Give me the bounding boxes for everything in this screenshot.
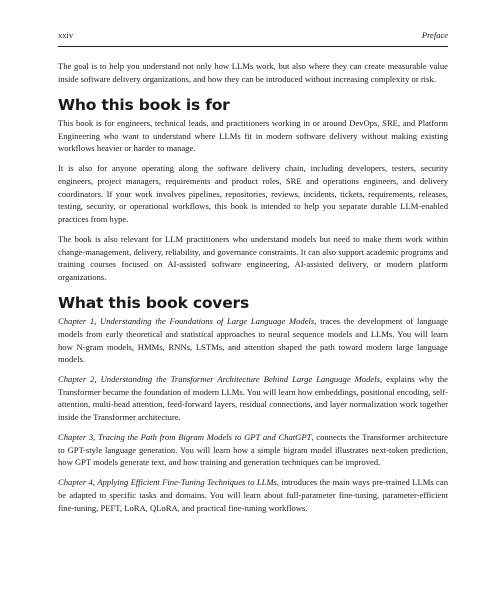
who-paragraph-3: The book is also relevant for LLM practitioners who understand models but need to make them work within change-management, delivery, reliability, and governance constraints. It can also support academic programs and training courses focused on AI-assisted software engineering, AI-assisted delivery, or modern platform organizations. xyxy=(58,233,448,282)
heading-who-this-book-is-for: Who this book is for xyxy=(58,96,230,115)
chapter-3-summary xyxy=(58,431,448,469)
section-title: Preface xyxy=(421,30,448,40)
chapter-3-text: , connects the Transformer architecture to GPT-style language generation. You will learn how a simple bigram model illustrates next-token prediction, how GPT models generate text, and how training and generation techniques can be improved. xyxy=(58,432,448,468)
chapter-1-summary xyxy=(58,315,448,365)
heading-what-this-book-covers: What this book covers xyxy=(58,294,249,313)
chapter-4-summary xyxy=(58,476,448,514)
chapter-2-text: , explains why the Transformer became the foundation of modern LLMs. You will learn how embeddings, positional encoding, self-attention, multi-head attention, feed-forward layers, residual connections, and layer normalization work together inside the Transformer architecture. xyxy=(58,374,448,422)
book-page xyxy=(58,30,448,522)
chapter-2-title: Chapter 2, Understanding the Transformer Architecture Behind Large Language Models xyxy=(58,374,380,385)
chapter-1-text: , traces the development of language models from early theoretical and statistical approaches to neural sequence models and LLMs. You will learn how N-gram models, HMMs, RNNs, LSTMs, and attention shaped the path toward modern large language models. xyxy=(58,316,448,365)
chapter-4-title: Chapter 4, Applying Efficient Fine-Tuning Techniques to LLMs xyxy=(58,477,277,488)
chapter-2-summary xyxy=(58,373,448,423)
page-number: xxiv xyxy=(58,30,74,40)
who-paragraph-2: It is also for anyone operating along the software delivery chain, including developers, testers, security engineers, project managers, requirements and product roles, SRE and operations engineers, and delivery coordinators. If your work involves pipelines, repositories, reviews, incidents, tickets, requirements, releases, testing, security, or operational workflows, this book is intended to help you separate durable LLM-enabled practices from hype. xyxy=(58,163,448,224)
chapter-1-title: Chapter 1, Understanding the Foundations of Large Language Models xyxy=(58,316,315,327)
intro-paragraph: The goal is to help you understand not only how LLMs work, but also where they can create measurable value inside software delivery organizations, and how they can be introduced without increasing complexity or risk. xyxy=(58,61,448,84)
chapter-4-text: , introduces the main ways pre-trained LLMs can be adapted to specific tasks and domains. You will learn about full-parameter fine-tuning, parameter-efficient fine-tuning, PEFT, LoRA, QLoRA, and practical fine-tuning workflows. xyxy=(58,477,448,513)
who-paragraph-1: This book is for engineers, technical leads, and practitioners working in or around DevOps, SRE, and Platform Engineering who want to understand where LLMs fit in modern software delivery without making existing workflows heavier or harder to manage. xyxy=(58,118,448,154)
running-header xyxy=(58,30,448,47)
chapter-3-title: Chapter 3, Tracing the Path from Bigram Models to GPT and ChatGPT xyxy=(58,432,312,443)
